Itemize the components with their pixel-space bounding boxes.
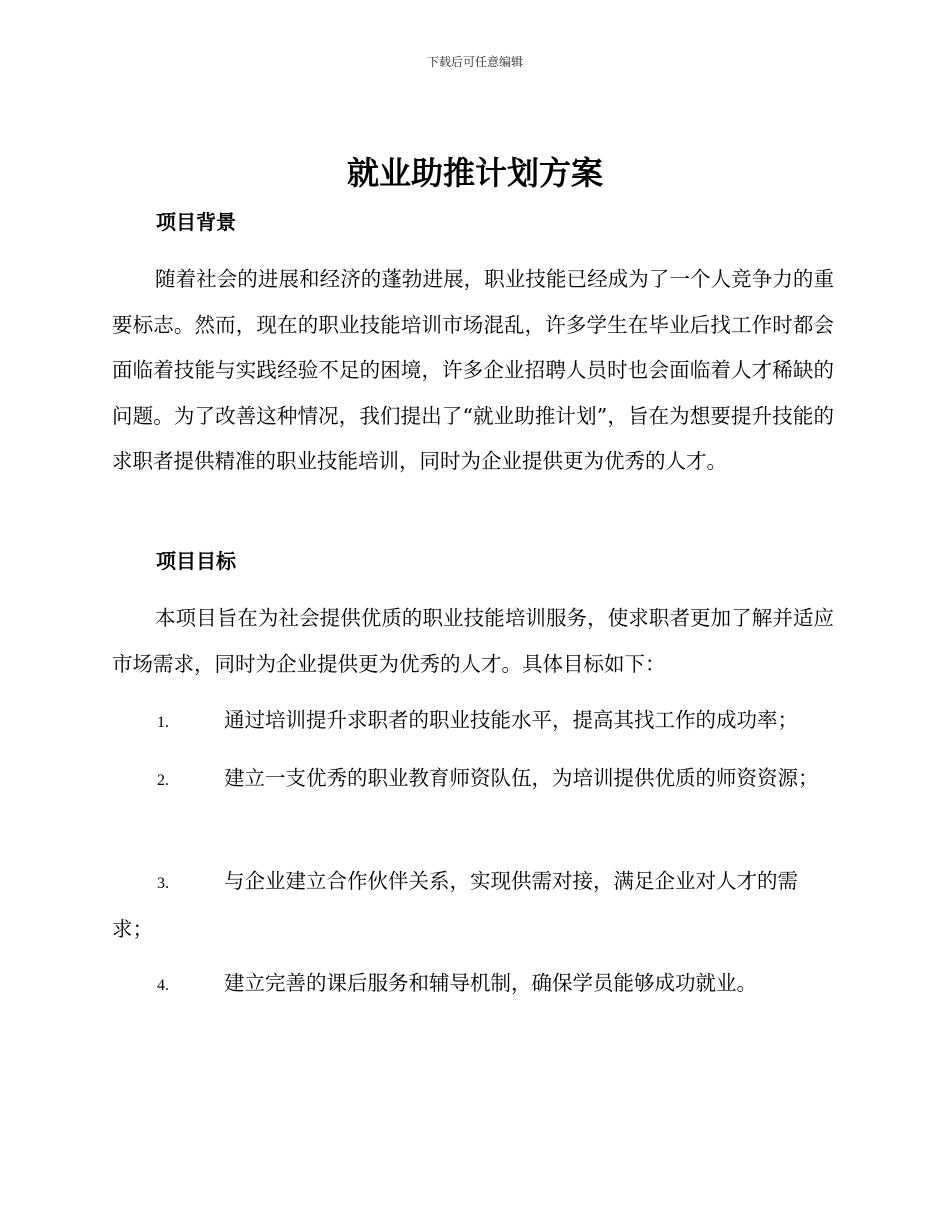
list-number: 3. (157, 875, 169, 892)
list-item (112, 961, 834, 1009)
list-item (112, 859, 834, 952)
list-item (112, 756, 834, 804)
list-text: 与企业建立合作伙伴关系，实现供需对接，满足企业对人才的需求； (112, 869, 798, 941)
list-text: 建立完善的课后服务和辅导机制，确保学员能够成功就业。 (224, 971, 757, 995)
goals-paragraph: 本项目旨在为社会提供优质的职业技能培训服务，使求职者更加了解并适应市场需求，同时为企业提供更为优秀的人才。具体目标如下： (112, 606, 834, 676)
list-text: 通过培训提升求职者的职业技能水平，提高其找工作的成功率； (224, 708, 798, 732)
section-heading-goals: 项目目标 (156, 549, 236, 573)
list-text: 建立一支优秀的职业教育师资队伍，为培训提供优质的师资资源； (224, 766, 819, 790)
document-title: 就业助推计划方案 (346, 154, 603, 192)
list-number: 1. (157, 714, 169, 731)
list-number: 4. (157, 977, 169, 994)
page-header: 下载后可任意编辑 (426, 55, 523, 69)
list-number: 2. (157, 772, 169, 789)
section-heading-background: 项目背景 (156, 210, 236, 234)
list-item (112, 698, 834, 746)
background-paragraph: 随着社会的进展和经济的蓬勃进展，职业技能已经成为了一个人竞争力的重要标志。然而，现在的职业技能培训市场混乱，许多学生在毕业后找工作时都会面临着技能与实践经验不足的困境，许多企业招聘人员时也会面临着人才稀缺的问题。为了改善这种情况，我们提出了“就业助推计划”，旨在为想要提升技能的求职者提供精准的职业技能培训，同时为企业提供更为优秀的人才。 (112, 267, 834, 473)
